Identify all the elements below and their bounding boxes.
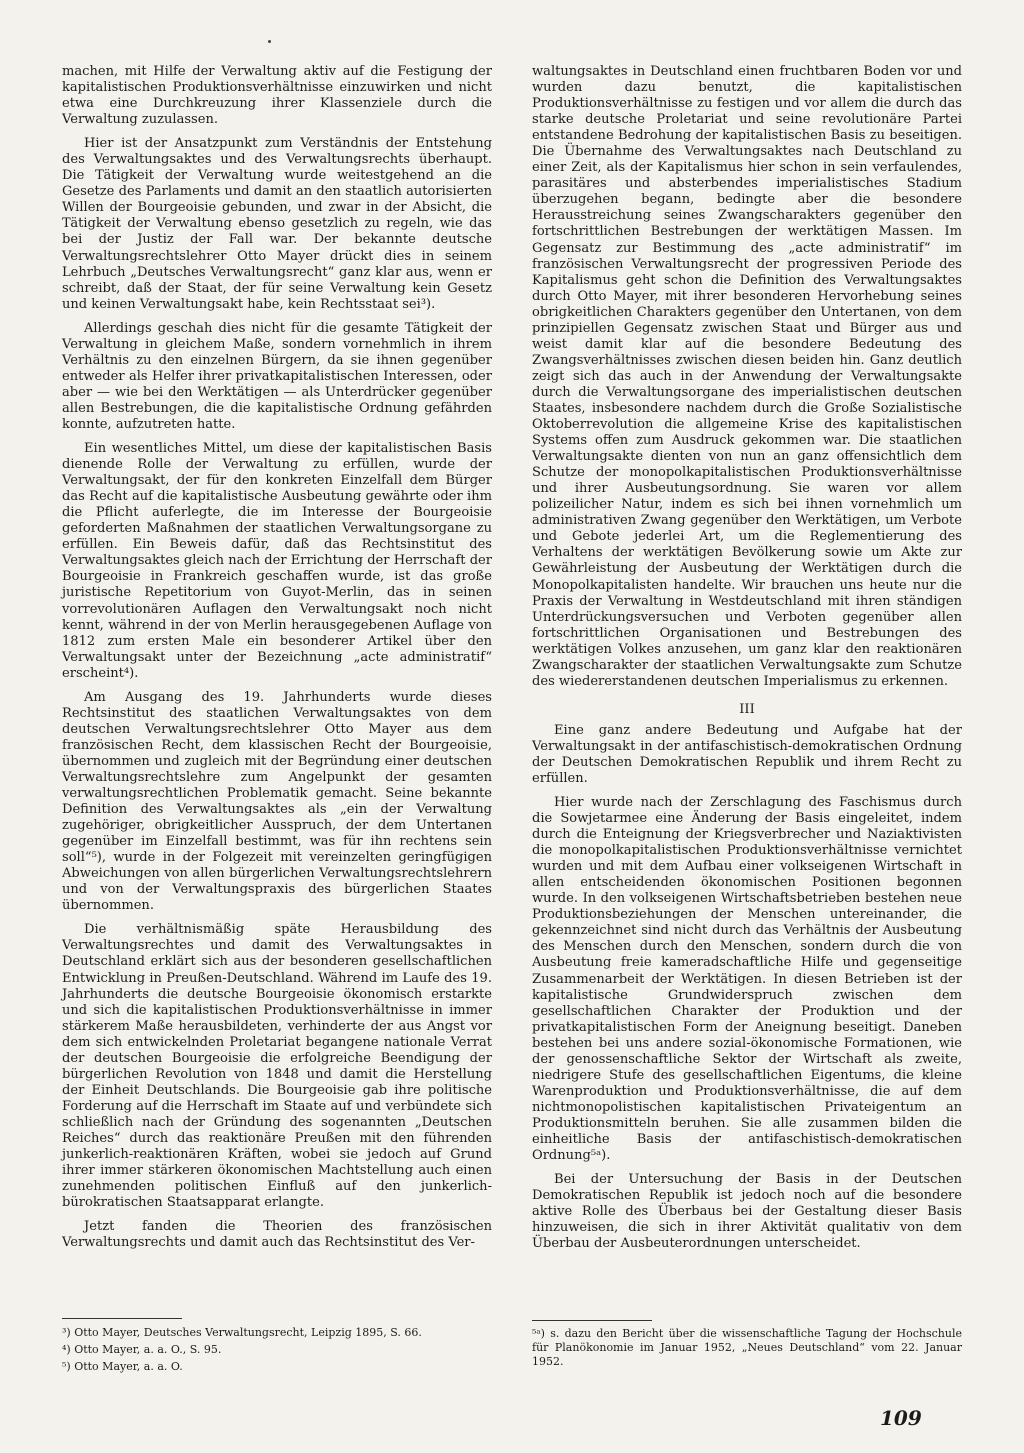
page-number: 109: [880, 1406, 922, 1430]
paragraph: Die verhältnismäßig späte Herausbildung des Verwaltungsrechtes und damit des Verwaltungsaktes in Deutschland erklärt sich aus der besonderen gesellschaftlichen Entwicklung in Preußen-Deutschland. Während im Laufe des 19. Jahrhunderts die deutsche Bourgeoisie ökonomisch erstarkte und sich die kapitalistischen Produktionsverhältnisse in immer stärkerem Maße herausbildeten, verhinderte der aus Angst vor dem sich entwickelnden Proletariat begangene nationale Verrat der deutschen Bourgeoisie die erfolgreiche Beendigung der bürgerlichen Revolution von 1848 und damit die Herstellung der Einheit Deutschlands. Die Bourgeoisie gab ihre politische Forderung auf die Herrschaft im Staate auf und verbündete sich schließlich nach der Gründung des sogenannten „Deutschen Reiches“ durch das reaktionäre Preußen mit den führenden junkerlich-reaktionären Kräften, wobei sie jedoch auf Grund ihrer immer stärkeren ökonomischen Machtstellung auch einen zunehmenden politischen Einfluß auf den junkerlich-bürokratischen Staatsapparat erlangte.: [62, 922, 492, 1211]
left-footnotes: [62, 1326, 492, 1377]
section-number: III: [739, 701, 755, 717]
footnote: ⁵ᵃ) s. dazu den Bericht über die wissenschaftliche Tagung der Hochschule für Planökonomie im Januar 1952, „Neues Deutschland“ vom 22. Januar 1952.: [532, 1327, 962, 1368]
footnote: ⁴) Otto Mayer, a. a. O., S. 95.: [62, 1343, 222, 1356]
left-column: [62, 64, 492, 1259]
footnote-rule: [62, 1318, 182, 1325]
paragraph: Allerdings geschah dies nicht für die gesamte Tätigkeit der Verwaltung in gleichem Maße, sondern vornehmlich in ihrem Verhältnis zu den einzelnen Bürgern, da sie ihnen gegenüber entweder als Helfer ihrer privatkapitalistischen Interessen, oder aber — wie bei den Werktätigen — als Unterdrücker gegenüber allen Bestrebungen, die die kapitalistische Ordnung gefährden konnte, aufzutreten hatte.: [62, 320, 492, 432]
footnote: ³) Otto Mayer, Deutsches Verwaltungsrecht, Leipzig 1895, S. 66.: [62, 1326, 422, 1339]
right-footnotes: [532, 1327, 962, 1372]
paragraph: Am Ausgang des 19. Jahrhunderts wurde dieses Rechtsinstitut des staatlichen Verwaltungsaktes von dem deutschen Verwaltungsrechtslehrer Otto Mayer aus dem französischen Recht, dem klassischen Recht der Bourgeoisie, übernommen und zugleich mit der Begründung einer deutschen Verwaltungsrechtslehre zum Angelpunkt der gesamten verwaltungsrechtlichen Problematik gemacht. Seine bekannte Definition des Verwaltungsaktes als „ein der Verwaltung zugehöriger, obrigkeitlicher Ausspruch, der dem Untertanen gegenüber im Einzelfall bestimmt, was für ihn rechtens sein soll“⁵), wurde in der Folgezeit mit vereinzelten geringfügigen Abweichungen von allen bürgerlichen Verwaltungsrechtslehrern und von der Verwaltungspraxis des bürgerlichen Staates übernommen.: [62, 689, 492, 914]
footnote: ⁵) Otto Mayer, a. a. O.: [62, 1360, 183, 1373]
paragraph: waltungsaktes in Deutschland einen fruchtbaren Boden vor und wurden dazu benutzt, die kapitalistischen Produktionsverhältnisse zu festigen und vor allem die durch das starke deutsche Proletariat und seine revolutionäre Partei entstandene Bedrohung der kapitalistischen Basis zu beseitigen. Die Übernahme des Verwaltungsaktes nach Deutschland zu einer Zeit, als der Kapitalismus hier schon in sein verfaulendes, parasitäres und absterbendes imperialistisches Stadium überzugehen begann, bedingte aber die besondere Herausstreichung seines Zwangscharakters gegenüber den fortschrittlichen Bestrebungen der werktätigen Massen. Im Gegensatz zur Bestimmung des „acte administratif“ im französischen Verwaltungsrecht der progressiven Periode des Kapitalismus geht schon die Definition des Verwaltungsaktes durch Otto Mayer, mit ihrer besonderen Hervorhebung seines obrigkeitlichen Charakters gegenüber den Untertanen, von dem prinzipiellen Gegensatz zwischen Staat und Bürger aus und weist damit klar auf die besondere Bedeutung des Zwangsverhältnisses zwischen diesen beiden hin. Ganz deutlich zeigt sich das auch in der Anwendung der Verwaltungsakte durch die Verwaltungsorgane des imperialistischen deutschen Staates, insbesondere nachdem durch die Große Sozialistische Oktoberrevolution die allgemeine Krise des kapitalistischen Systems offen zum Ausdruck gekommen war. Die staatlichen Verwaltungsakte dienten von nun an ganz offensichtlich dem Schutze der monopolkapitalistischen Produktionsverhältnisse und ihrer Ausbeutungsordnung. Sie waren vor allem polizeilicher Natur, indem es sich bei ihnen vornehmlich um administrativen Zwang gegenüber den Werktätigen, um Verbote und Gebote jederlei Art, um die Reglementierung des Verhaltens der werktätigen Bevölkerung sowie um Akte zur Gewährleistung der Ausbeutung der Werktätigen durch die Monopolkapitalisten handelte. Wir brauchen uns heute nur die Praxis der Verwaltung in Westdeutschland mit ihren ständigen Unterdrückungsversuchen und Verboten gegenüber allen fortschrittlichen Organisationen und Bestrebungen des werktätigen Volkes anzusehen, um ganz klar den reaktionären Zwangscharakter der staatlichen Verwaltungsakte zum Schutze des wiedererstandenen deutschen Imperialismus zu erkennen.: [532, 64, 962, 689]
paragraph: Hier wurde nach der Zerschlagung des Faschismus durch die Sowjetarmee eine Änderung der Basis eingeleitet, indem durch die Enteignung der Kriegsverbrecher und Naziaktivisten die monopolkapitalistischen Produktionsverhältnisse vernichtet wurden und mit dem Aufbau einer volkseigenen Wirtschaft in allen entscheidenden ökonomischen Positionen begonnen wurde. In den volkseigenen Wirtschaftsbetrieben bestehen neue Produktionsbeziehungen der Menschen untereinander, die gekennzeichnet sind nicht durch das Verhältnis der Ausbeutung des Menschen durch den Menschen, sondern durch die von Ausbeutung freie kameradschaftliche Hilfe und gegenseitige Zusammenarbeit der Werktätigen. In diesen Betrieben ist der kapitalistische Grundwiderspruch zwischen dem gesellschaftlichen Charakter der Produktion und der privatkapitalistischen Form der Aneignung beseitigt. Daneben bestehen bei uns andere sozial-ökonomische Formationen, wie der genossenschaftliche Sektor der Wirtschaft als zweite, niedrigere Stufe des gesellschaftlichen Eigentums, die kleine Warenproduktion und Produktionsverhältnisse, die auf dem nichtmonopolistischen kapitalistischen Privateigentum an Produktionsmitteln beruhen. Sie alle zusammen bilden die einheitliche Basis der antifaschistisch-demokratischen Ordnung⁵ᵃ).: [532, 795, 962, 1164]
paragraph: Bei der Untersuchung der Basis in der Deutschen Demokratischen Republik ist jedoch noch auf die besondere aktive Rolle des Überbaus bei der Gestaltung dieser Basis hinzuweisen, die sich in ihrer Aktivität qualitativ von dem Überbau der Ausbeuterordnungen unterscheidet.: [532, 1172, 962, 1252]
paragraph: Hier ist der Ansatzpunkt zum Verständnis der Entstehung des Verwaltungsaktes und des Verwaltungsrechts überhaupt. Die Tätigkeit der Verwaltung wurde weitestgehend an die Gesetze des Parlaments und damit an den staatlich autorisierten Willen der Bourgeoisie gebunden, und zwar in der Absicht, die Tätigkeit der Verwaltung ebenso gesetzlich zu regeln, wie das bei der Justiz der Fall war. Der bekannte deutsche Verwaltungsrechtslehrer Otto Mayer drückt dies in seinem Lehrbuch „Deutsches Verwaltungsrecht“ ganz klar aus, wenn er schreibt, daß der Staat, der für seine Verwaltung kein Gesetz und keinen Verwaltungsakt habe, kein Rechtsstaat sei³).: [62, 136, 492, 312]
paragraph: Ein wesentliches Mittel, um diese der kapitalistischen Basis dienende Rolle der Verwaltung zu erfüllen, wurde der Verwaltungsakt, der für den konkreten Einzelfall dem Bürger das Recht auf die kapitalistische Ausbeutung gewährte oder ihm die Pflicht auferlegte, die im Interesse der Bourgeoisie geforderten Maßnahmen der staatlichen Verwaltungsorgane zu erfüllen. Ein Beweis dafür, daß das Rechtsinstitut des Verwaltungsaktes gleich nach der Errichtung der Herrschaft der Bourgeoisie in Frankreich geschaffen wurde, ist das große juristische Repetitorium von Guyot-Merlin, das in seinen vorrevolutionären Auflagen den Verwaltungsakt noch nicht kennt, während in der von Merlin herausgegebenen Auflage von 1812 zum ersten Male ein besonderer Artikel über den Verwaltungsakt unter der Bezeichnung „acte administratif“ erscheint⁴).: [62, 441, 492, 681]
print-speck: [268, 40, 271, 43]
footnote-rule: [532, 1320, 652, 1321]
paragraph: machen, mit Hilfe der Verwaltung aktiv auf die Festigung der kapitalistischen Produktionsverhältnisse einzuwirken und nicht etwa eine Durchkreuzung ihrer Klassenziele durch die Verwaltung zuzulassen.: [62, 64, 492, 128]
paragraph: Eine ganz andere Bedeutung und Aufgabe hat der Verwaltungsakt in der antifaschistisch-demokratischen Ordnung der Deutschen Demokratischen Republik und ihrem Recht zu erfüllen.: [532, 722, 962, 786]
right-column: [532, 64, 962, 1260]
paragraph: Jetzt fanden die Theorien des französischen Verwaltungsrechts und damit auch das Rechtsinstitut des Ver-: [62, 1219, 492, 1251]
